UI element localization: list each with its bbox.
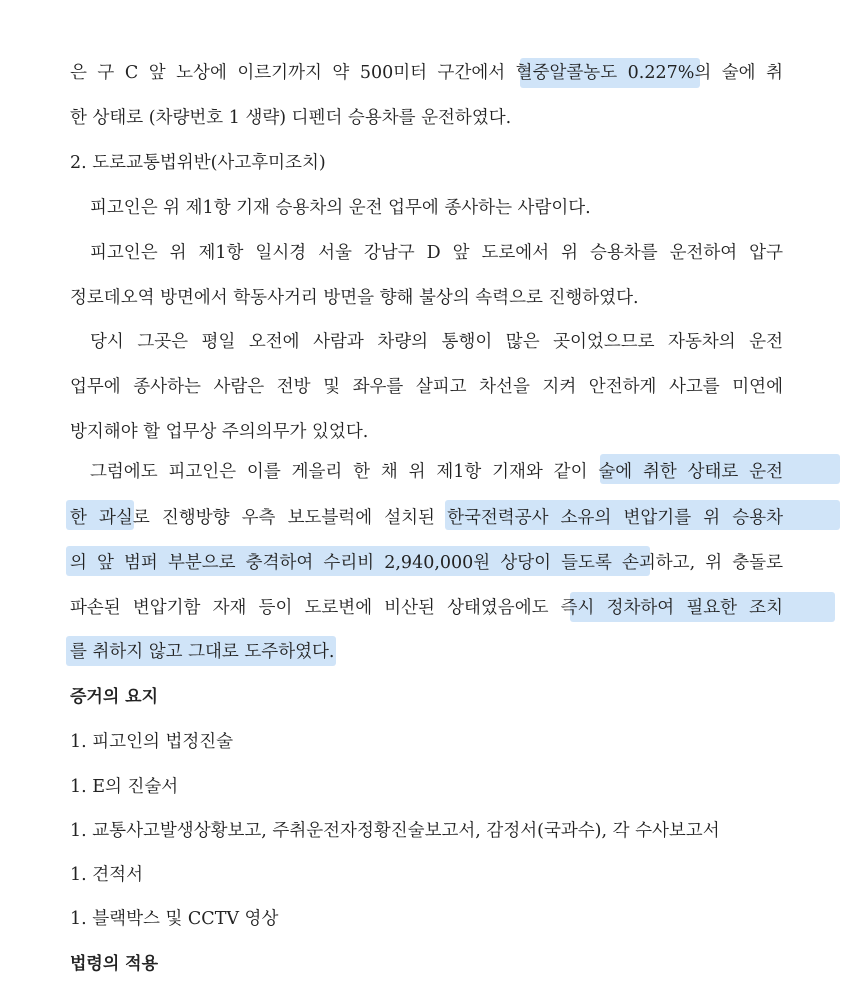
paragraph-line: 그럼에도 피고인은 이를 게을리 한 채 위 제1항 기재와 같이 술에 취한 상태로 운전 [90,462,783,482]
evidence-item: 1. E의 진술서 [70,777,179,797]
section-heading: 2. 도로교통법위반(사고후미조치) [70,153,326,173]
evidence-heading: 증거의 요지 [70,687,159,707]
paragraph-line: 파손된 변압기함 자재 등이 도로변에 비산된 상태였음에도 즉시 정차하여 필요한 조치 [70,598,783,618]
paragraph-line: 한 과실로 진행방향 우측 보도블럭에 설치된 한국전력공사 소유의 변압기를 위 승용차 [70,508,783,528]
paragraph-line: 피고인은 위 제1항 일시경 서울 강남구 D 앞 도로에서 위 승용차를 운전하여 압구 [90,243,783,263]
paragraph-line: 은 구 C 앞 노상에 이르기까지 약 500미터 구간에서 혈중알콜농도 0.227%의 술에 취 [70,63,783,83]
paragraph-line: 방지해야 할 업무상 주의의무가 있었다. [70,422,369,442]
evidence-item: 1. 블랙박스 및 CCTV 영상 [70,909,279,929]
paragraph-line: 당시 그곳은 평일 오전에 사람과 차량의 통행이 많은 곳이었으므로 자동차의 운전 [90,332,783,352]
evidence-item: 1. 견적서 [70,865,143,885]
paragraph-line: 피고인은 위 제1항 기재 승용차의 운전 업무에 종사하는 사람이다. [90,198,591,218]
paragraph-line: 한 상태로 (차량번호 1 생략) 디펜더 승용차를 운전하였다. [70,108,512,128]
law-heading: 법령의 적용 [70,954,159,974]
paragraph-line: 를 취하지 않고 그대로 도주하였다. [70,642,335,662]
paragraph-line: 의 앞 범퍼 부분으로 충격하여 수리비 2,940,000원 상당이 들도록 손괴하고, 위 충돌로 [70,553,783,573]
paragraph-line: 업무에 종사하는 사람은 전방 및 좌우를 살피고 차선을 지켜 안전하게 사고를 미연에 [70,377,783,397]
evidence-item: 1. 교통사고발생상황보고, 주취운전자정황진술보고서, 감정서(국과수), 각 수사보고서 [70,821,720,841]
paragraph-line: 정로데오역 방면에서 학동사거리 방면을 향해 불상의 속력으로 진행하였다. [70,288,639,308]
evidence-item: 1. 피고인의 법정진술 [70,732,234,752]
